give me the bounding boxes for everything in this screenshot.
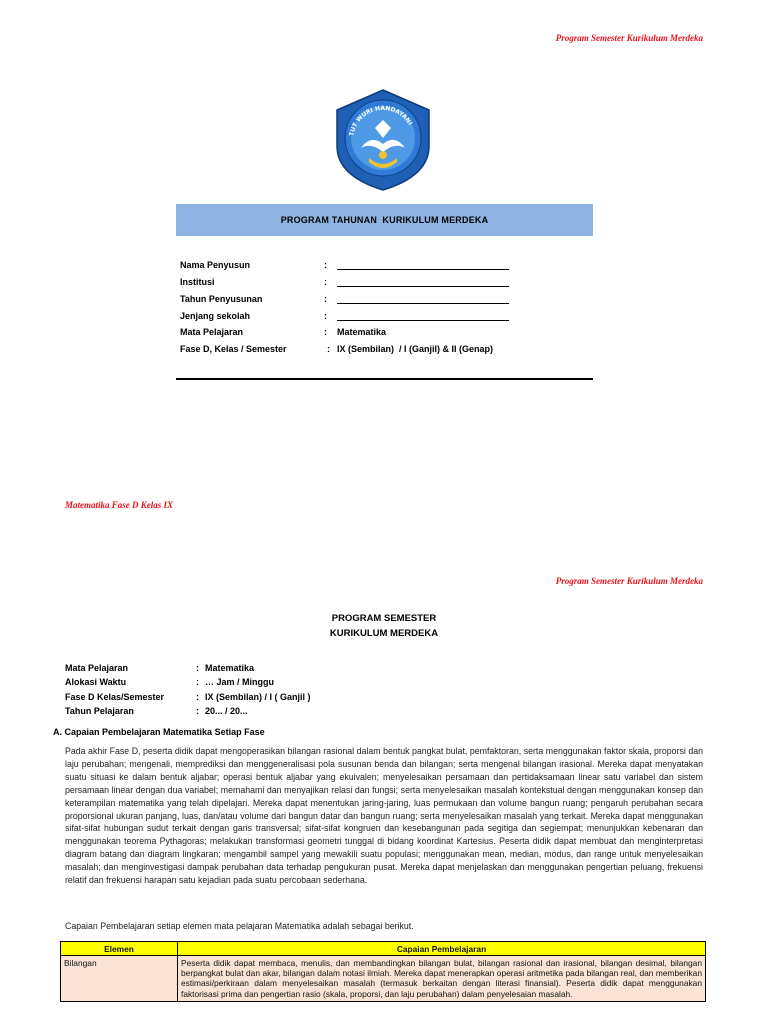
meta-mata-pelajaran: Mata Pelajaran : Matematika	[65, 663, 255, 673]
page-header: Program Semester Kurikulum Merdeka	[555, 576, 703, 586]
fill-in-line	[337, 286, 509, 287]
field-tahun-penyusunan: Tahun Penyusunan :	[180, 294, 185, 308]
tut-wuri-handayani-logo	[331, 88, 435, 192]
fill-in-line	[337, 320, 509, 321]
column-header: Capaian Pembelajaran	[178, 942, 706, 956]
meta-fase-kelas-semester: Fase D Kelas/Semester : IX (Sembilan) / I ( Ganjil )	[65, 692, 311, 702]
meta-alokasi-waktu: Alokasi Waktu : … Jam / Minggu	[65, 677, 275, 687]
table-cell-elemen: Bilangan	[61, 956, 178, 1002]
fill-in-line	[337, 269, 509, 270]
document-title: PROGRAM TAHUNAN KURIKULUM MERDEKA	[176, 204, 593, 236]
body-paragraph: Pada akhir Fase D, peserta didik dapat mengoperasikan bilangan rasional dalam bentuk pangkat bulat, pemfaktoran, serta menggunakan faktor skala, proporsi dan laju perubahan; mengenali, memprediksi dan menggeneralisasi pola susunan benda dan bilangan; serta mengenal bilangan irasional. Mereka dapat menyatakan suatu situasi ke dalam bentuk aljabar; operasi bentuk aljabar yang ekuivalen; menyelesaikan persamaan dan pertidaksamaan linear satu variabel dan sistem persamaan linear dengan dua variabel; memahami dan menyajikan relasi dan fungsi; serta menyelesaikan masalah kontekstual dengan menggunakan konsep dan keterampilan matematika yang telah dipelajari. Mereka dapat menentukan jaring-jaring, luas permukaan dan volume bangun ruang; pengaruh perubahan secara proporsional ukuran panjang, luas, dan/atau volume dari bangun datar dan bangun ruang; serta menyelesaikan masalah yang terkait. Mereka dapat menggunakan sifat-sifat hubungan sudut terkait dengan garis transversal; sifat-sifat kongruen dan kesebangunan pada segitiga dan segiempat; menunjukkan kebenaran dan menggunakan teorema Pythagoras; melakukan transformasi geometri tunggal di bidang koordinat Kartesius. Peserta didik dapat membuat dan menginterpretasi diagram batang dan diagram lingkaran; mengambil sampel yang mewakili suatu populasi; menggunakan mean, median, modus, dan range untuk menyelesaikan masalah; dan menginvestigasi dampak perubahan data terhadap pengukuran pusat. Mereka dapat menjelaskan dan menggunakan pengertian peluang, frekuensi relatif dan frekuensi harapan satu kejadian pada suatu percobaan sederhana.	[65, 746, 703, 886]
field-jenjang-sekolah: Jenjang sekolah :	[180, 311, 185, 325]
page-header: Program Semester Kurikulum Merdeka	[555, 33, 703, 43]
table-cell-capaian: Peserta didik dapat membaca, menulis, dan membandingkan bilangan bulat, bilangan rasional dan irasional, bilangan desimal, bilangan berpangkat bulat dan akar, bilangan dalam notasi ilmiah. Mereka dapat menerapkan operasi aritmetika pada bilangan real, dan memberikan estimasi/perkiraan dalam menyelesaikan masalah (termasuk berkaitan dengan literasi finansial). Peserta didik dapat menggunakan faktorisasi prima dan pengertian rasio (skala, proporsi, dan laju perubahan) dalam penyelesaian masalah.	[178, 956, 706, 1002]
field-nama-penyusun: Nama Penyusun :	[180, 260, 185, 274]
section-heading: A. Capaian Pembelajaran Matematika Setiap Fase	[53, 727, 265, 737]
page-footer: Matematika Fase D Kelas IX	[65, 500, 174, 510]
field-institusi: Institusi :	[180, 277, 185, 291]
column-header: Elemen	[61, 942, 178, 956]
svg-text:TUT WURI HANDAYANI: TUT WURI HANDAYANI	[348, 104, 414, 137]
capaian-table	[60, 941, 706, 1002]
table-row	[61, 956, 706, 1002]
fill-in-line	[337, 303, 509, 304]
field-mata-pelajaran: Mata Pelajaran : Matematika	[180, 327, 387, 337]
meta-tahun-pelajaran: Tahun Pelajaran : 20... / 20...	[65, 706, 248, 716]
page-title: PROGRAM SEMESTER KURIKULUM MERDEKA	[329, 613, 439, 639]
divider	[176, 378, 593, 380]
field-fase-kelas-semester: Fase D, Kelas / Semester : IX (Sembilan) / I (Ganjil) & II (Genap)	[180, 344, 494, 354]
table-header-row	[61, 942, 706, 956]
table-intro: Capaian Pembelajaran setiap elemen mata pelajaran Matematika adalah sebagai berikut.	[65, 921, 414, 931]
